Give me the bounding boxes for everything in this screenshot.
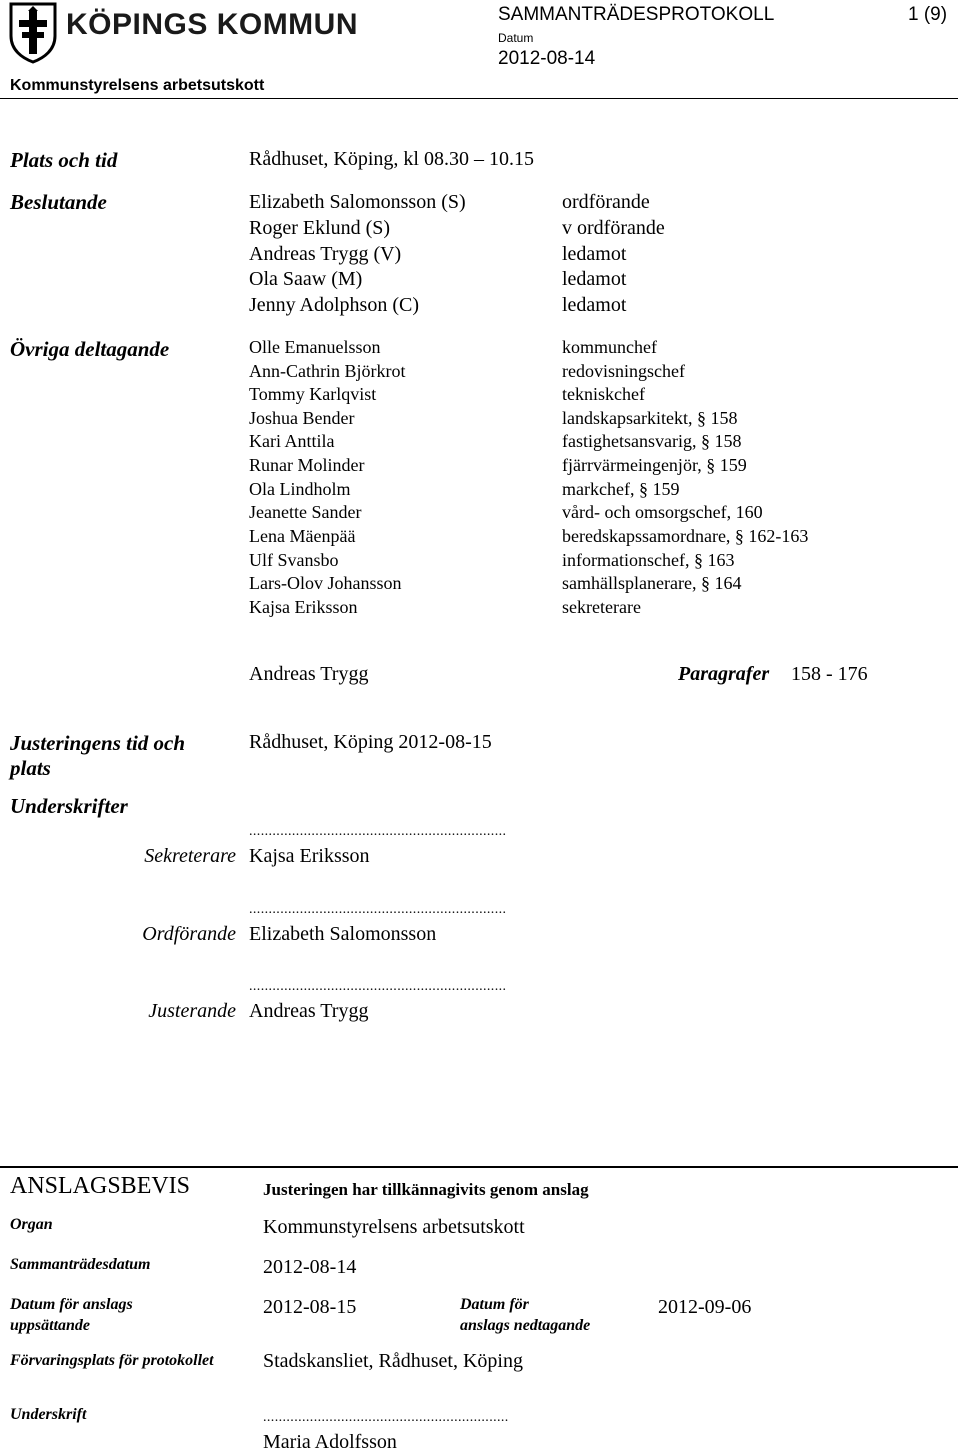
participant-role: sekreterare xyxy=(562,597,641,617)
logo-wordmark: KÖPINGS KOMMUN xyxy=(66,8,358,41)
place-value: Rådhuset, Köping, kl 08.30 – 10.15 xyxy=(249,148,534,170)
participant-name: Kari Anttila xyxy=(249,431,335,451)
organ-value: Kommunstyrelsens arbetsutskott xyxy=(263,1216,525,1238)
participant-role: beredskapssamordnare, § 162-163 xyxy=(562,526,809,546)
storage-value: Stadskansliet, Rådhuset, Köping xyxy=(263,1350,523,1372)
signature-line: .................................................................. xyxy=(249,824,507,839)
member-role: v ordförande xyxy=(562,217,665,239)
notice-signature-line: ............................................................... xyxy=(263,1410,509,1425)
notice-signature-name: Maria Adolfsson xyxy=(263,1431,397,1453)
list-item xyxy=(0,217,960,243)
notice-title: ANSLAGSBEVIS xyxy=(10,1173,191,1199)
notice-divider xyxy=(0,1166,958,1168)
member-name: Ola Saaw (M) xyxy=(249,268,363,290)
participant-role: tekniskchef xyxy=(562,384,645,404)
municipality-shield-logo xyxy=(8,2,58,64)
participant-role: markchef, § 159 xyxy=(562,479,680,499)
adjustment-label-line1: Justeringens tid och xyxy=(10,731,186,755)
signature-name: Elizabeth Salomonsson xyxy=(249,923,437,945)
place-label: Plats och tid xyxy=(10,148,118,172)
participant-name: Ann-Cathrin Björkrot xyxy=(249,361,406,381)
list-item xyxy=(0,337,960,361)
list-item xyxy=(0,597,960,621)
signature-role: Justerande xyxy=(148,1000,236,1022)
list-item xyxy=(0,408,960,432)
member-role: ordförande xyxy=(562,191,650,213)
signature-name: Andreas Trygg xyxy=(249,1000,369,1022)
participant-role: kommunchef xyxy=(562,337,657,357)
participant-name: Lars-Olov Johansson xyxy=(249,573,402,593)
participant-name: Olle Emanuelsson xyxy=(249,337,381,357)
list-item xyxy=(0,455,960,479)
participant-role: landskapsarkitekt, § 158 xyxy=(562,408,738,428)
notice-signature-label: Underskrift xyxy=(10,1406,87,1423)
posted-date-label-line2: uppsättande xyxy=(10,1317,91,1334)
list-item xyxy=(0,361,960,385)
others-label: Övriga deltagande xyxy=(10,337,170,361)
posted-date-label-line1: Datum för anslags xyxy=(10,1296,133,1313)
list-item xyxy=(0,526,960,550)
paragraphs-label: Paragrafer xyxy=(678,663,770,685)
list-item xyxy=(0,502,960,526)
removed-date-label-line1: Datum för xyxy=(460,1296,529,1313)
member-role: ledamot xyxy=(562,294,627,316)
signature-line: .................................................................. xyxy=(249,902,507,917)
list-item xyxy=(0,294,960,320)
list-item xyxy=(0,573,960,597)
participant-role: fjärrvärmeingenjör, § 159 xyxy=(562,455,747,475)
list-item xyxy=(0,268,960,294)
participant-name: Kajsa Eriksson xyxy=(249,597,358,617)
member-role: ledamot xyxy=(562,243,627,265)
date-label: Datum xyxy=(498,31,534,45)
adjustment-value: Rådhuset, Köping 2012-08-15 xyxy=(249,731,492,753)
list-item xyxy=(0,550,960,574)
participant-name: Ola Lindholm xyxy=(249,479,351,499)
adjustment-label-line2: plats xyxy=(10,756,51,780)
participant-name: Jeanette Sander xyxy=(249,502,362,522)
participant-name: Runar Molinder xyxy=(249,455,365,475)
participant-role: samhällsplanerare, § 164 xyxy=(562,573,742,593)
list-item xyxy=(0,479,960,503)
member-name: Elizabeth Salomonsson (S) xyxy=(249,191,466,213)
header-date: 2012-08-14 xyxy=(498,48,596,69)
paragraphs-value: 158 - 176 xyxy=(791,663,868,685)
member-name: Andreas Trygg (V) xyxy=(249,243,402,265)
list-item xyxy=(0,384,960,408)
notice-subtitle: Justeringen har tillkännagivits genom anslag xyxy=(263,1180,589,1199)
list-item xyxy=(0,243,960,269)
participant-name: Lena Mäenpää xyxy=(249,526,356,546)
header-divider xyxy=(0,98,958,99)
meeting-date-label: Sammanträdesdatum xyxy=(10,1256,151,1273)
member-name: Roger Eklund (S) xyxy=(249,217,391,239)
participant-name: Joshua Bender xyxy=(249,408,355,428)
meeting-date-value: 2012-08-14 xyxy=(263,1256,357,1278)
list-item xyxy=(0,191,960,217)
member-name: Jenny Adolphson (C) xyxy=(249,294,419,316)
signature-line: .................................................................. xyxy=(249,979,507,994)
participant-name: Ulf Svansbo xyxy=(249,550,339,570)
document-type: SAMMANTRÄDESPROTOKOLL xyxy=(498,4,775,25)
decision-label: Beslutande xyxy=(10,190,107,214)
signatures-label: Underskrifter xyxy=(10,794,128,818)
participant-role: informationschef, § 163 xyxy=(562,550,735,570)
participant-role: fastighetsansvarig, § 158 xyxy=(562,431,742,451)
posted-date-value: 2012-08-15 xyxy=(263,1296,357,1318)
member-role: ledamot xyxy=(562,268,627,290)
participant-role: redovisningschef xyxy=(562,361,685,381)
adjuster-name: Andreas Trygg xyxy=(249,663,369,685)
signature-name: Kajsa Eriksson xyxy=(249,845,370,867)
committee-name: Kommunstyrelsens arbetsutskott xyxy=(10,77,265,94)
signature-role: Sekreterare xyxy=(144,845,236,867)
removed-date-value: 2012-09-06 xyxy=(658,1296,752,1318)
participant-role: vård- och omsorgschef, 160 xyxy=(562,502,763,522)
removed-date-label-line2: anslags nedtagande xyxy=(460,1317,591,1334)
page-number: 1 (9) xyxy=(908,4,948,25)
signature-role: Ordförande xyxy=(142,923,236,945)
organ-label: Organ xyxy=(10,1216,53,1233)
list-item xyxy=(0,431,960,455)
participant-name: Tommy Karlqvist xyxy=(249,384,377,404)
storage-label: Förvaringsplats för protokollet xyxy=(10,1352,214,1369)
